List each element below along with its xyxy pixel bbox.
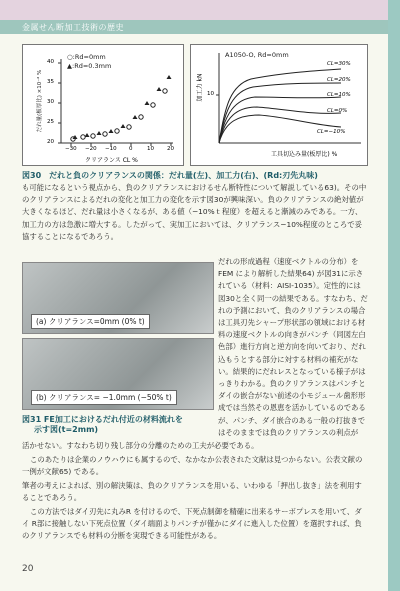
left-chart-ytick-20: 20	[47, 139, 54, 145]
left-chart-xlabel: クリアランス CL %	[85, 157, 138, 164]
left-chart-ylabel: だれ量(板厚比) ×10⁻² %	[37, 69, 43, 133]
curve-label-cl20: CL=20%	[327, 77, 351, 83]
curve-cl10	[219, 97, 341, 143]
left-chart-xtick: 0	[129, 146, 133, 152]
left-chart-xtick: −10	[105, 146, 117, 152]
paragraph-5: 筆者の考えによれば、別の解決策は、負のクリアランスを用いる、いわゆる「押出し抜き」法を利用することであろう。	[22, 481, 362, 503]
legend-triangle: ▲:Rd=0.3mm	[67, 62, 112, 70]
legend-circle: ○:Rd=0mm	[67, 53, 106, 61]
left-chart-ytick-30: 30	[47, 99, 54, 105]
left-chart-xtick: −30	[65, 146, 77, 152]
paragraph-2: だれの形成過程（速度ベクトルの分布）をFEM により解析した結果64) が図31に示されている（材料：AISI-1035）。定性的には図30と全く同一の結果である。すなわち、だれの予測において、負のクリアランスの場合は工具刃先シャープ形状部の領域における材料の速度ベクトルの向きがパンチ（同図左白色部）進行方向と逆方向を向いており、だれ込もうとする部分に対する材料の補充がない。結果的にだれレスとなっている様子がはっきりわかる。負のクリアランスはパンチとダイの嵌合がない前述の小モジュール歯形形成では当然その恩恵を活かしているのであるが、パンチ、ダイ嵌合のある一般の打抜きではそのままでは負のクリアランスの利点が	[218, 257, 368, 437]
figure30-left-chart	[22, 44, 184, 166]
left-chart-xtick: 10	[147, 146, 154, 152]
right-chart-ytick: 10	[207, 91, 214, 97]
paragraph-3: 活かせない。すなわち切り残し部分の分離のための工夫が必要である。	[22, 441, 259, 450]
curve-label-clm10: CL=−10%	[317, 129, 346, 135]
right-chart-ylabel: 加工力 kN	[196, 73, 204, 102]
running-head: 金属せん断加工技術の歴史	[22, 23, 124, 32]
right-chart-xlabel: 工具切込み量(板厚比) %	[271, 151, 338, 158]
left-chart-xtick: 20	[167, 146, 174, 152]
left-chart-xtick: −20	[85, 146, 97, 152]
paragraph-1: も可能になるという視点から、負のクリアランスにおけるせん断特性について解説している63)。その中のクリアランスによるだれの変化と加工力の変化を示す図30が興味深い。負のクリアランスの絶対値が大きくなるほど、だれ量は小さくなるが、ある値（−10%ｔ程度）を超えると漸減のみである。一方、加工力の方は急激に増大する。したがって、実加工においては、クリアランス−10%程度のところで妥協することになるであろう。	[22, 183, 367, 241]
figure31-caption-line2: 示す図(t=2mm)	[34, 425, 99, 434]
circle-series	[71, 89, 167, 141]
page-number: 20	[22, 564, 34, 574]
curve-label-cl30: CL=30%	[327, 61, 351, 67]
left-chart-ytick-40: 40	[47, 59, 54, 65]
right-chart-label: A1050-O, Rd=0mm	[225, 51, 289, 59]
figure31-photo-a	[22, 262, 214, 334]
figure31-label-a: (a) クリアランス=0mm (0% t)	[31, 314, 150, 329]
figure30-caption: 図30 だれと負のクリアランスの関係：だれ量(左)、加工力(右)、(Rd:刃先丸味)	[22, 171, 318, 180]
figure31-caption-line1: 図31 FE加工におけるだれ付近の材料流れを	[22, 415, 183, 424]
triangle-series	[73, 75, 172, 139]
figure31-photo-b	[22, 338, 214, 410]
curve-label-cl0: CL=0%	[327, 108, 348, 114]
curve-label-cl10: CL=10%	[327, 92, 351, 98]
left-chart-ytick-35: 35	[47, 79, 54, 85]
left-chart-ytick-25: 25	[47, 119, 54, 125]
figure31-label-b: (b) クリアランス= −1.0mm (−50% t)	[31, 390, 177, 405]
paragraph-6: この方法ではダイ刃先に丸みR を付けるので、下死点制御を精確に出来るサーボプレスを用いて、ダイ R部に接触しない下死点位置（ダイ端面よりパンチが僅かにダイに進入した位置）を選択すれば、負のクリアランスでも材料の分断を実現できる可能性がある。	[22, 507, 362, 541]
paragraph-4: このあたりは企業のノウハウにも属するので、なかなか公表された文献は見つからない。公表文献の一例が文献65) である。	[22, 455, 363, 477]
figure30-right-chart	[190, 44, 368, 166]
side-color-bar	[388, 0, 400, 591]
